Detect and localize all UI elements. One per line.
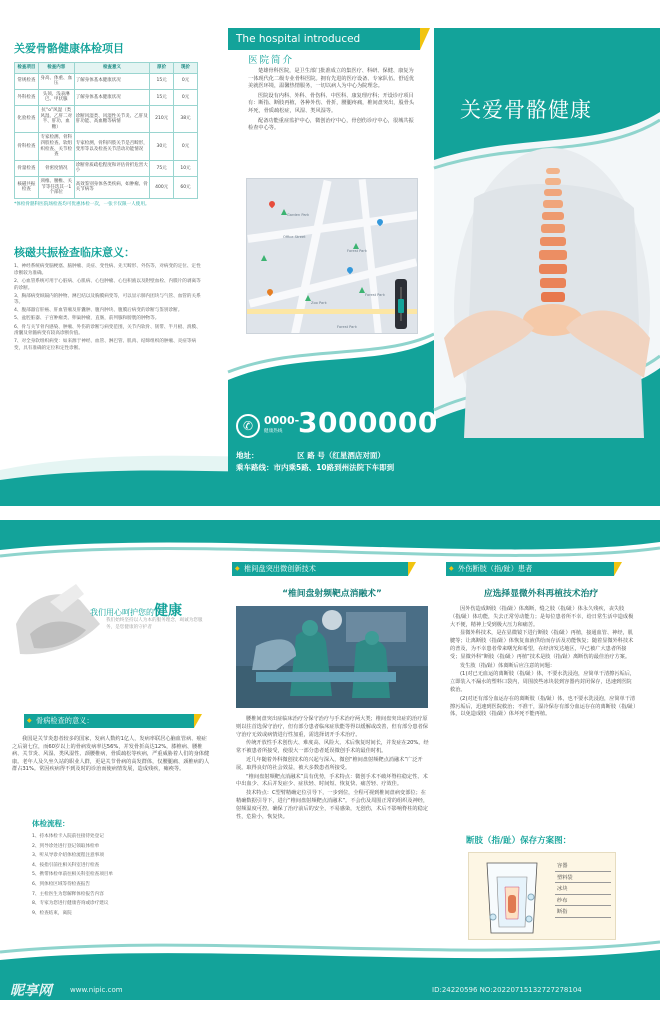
table-header-cell: 原价 — [150, 63, 174, 74]
hospital-location-map — [246, 178, 418, 334]
list-item: 2、心血管系统可用于心脏病、心肌病、心包肿瘤、心包积液以及附壁血栓、内膜片的剥离等的诊断。 — [14, 278, 201, 291]
back-pain-illustration — [434, 138, 660, 438]
mri-title: 核磁共振检查临床意义： — [14, 246, 135, 260]
map-label: Forest Park — [347, 249, 367, 253]
table-cell: 60元 — [174, 176, 198, 198]
list-item: 3、听从导诊介绍体检流程注意事项 — [32, 853, 104, 859]
phone-caption: 健康热线 — [264, 429, 283, 434]
diagram-title: 断肢（指/趾）保存方案图： — [466, 836, 572, 846]
care-slogan-emphasis: 健康 — [154, 603, 182, 619]
table-cell: 颈椎、腰椎、关节等任选其一1个部位 — [38, 176, 74, 198]
list-item: 4、腹部器官肝癌、肝血管瘤及肝囊肿、腹内肿块、腹膜后病变的诊断与鉴别诊断。 — [14, 308, 183, 314]
table-row — [15, 73, 198, 89]
disc-banner: ◆ 椎间盘突出微创新技术 — [232, 562, 408, 576]
brochure-outside-spread — [0, 0, 660, 506]
list-item: 7、主检医生为您解释体检报告内容 — [32, 891, 104, 897]
mri-list — [14, 264, 204, 352]
paragraph: 配备功能重症监护中心，微创治疗中心，骨创伤诊疗中心，很城共振检查中心等。 — [248, 117, 414, 132]
address-line — [236, 450, 385, 461]
disc-text — [236, 716, 430, 822]
table-header-cell: 现价 — [174, 63, 198, 74]
paragraph: 显微外科技术，是在显微镜下进行断肢（指/趾）再植，接通血管、神经，肌腱等；让离断肢（指/趾）体恢复血液供给而存活及功能恢复；随着显微外科技术的普及，为不幸患者带来曙光和希望，在经济发达地区，早已被广大患者所接受；显微外科“断肢（指/趾）再植”技术是肢（指/趾）离断伤的最佳治疗方案。 — [450, 630, 634, 660]
table-cell: 0元 — [174, 133, 198, 160]
care-slogan-prefix: 我们用心呵护您的 — [90, 608, 154, 617]
diagram-labels — [555, 863, 611, 921]
paragraph: 医院设有内科、外科、骨伤科、中医科、康复理疗科；开设诊疗项目有：断指、断肢再植，各种外伤、骨折，腰腿疼痛，椎间盘突出，股骨头坏死，骨质疏松症，风湿、类风湿等。 — [248, 92, 415, 114]
table-cell: 抗“o”风湿（类风湿、乙肝二对半、肝功、血糖） — [38, 105, 74, 132]
table-cell: 75元 — [150, 160, 174, 176]
tree-icon — [359, 287, 365, 293]
paragraph: 发生肢（指/趾）体离断后应注意的问题： — [460, 662, 556, 669]
trauma-panel — [446, 562, 652, 962]
table-cell: 了解身体基本健康状况 — [74, 89, 149, 105]
address-label: 地址： — [236, 451, 259, 460]
preservation-diagram — [468, 852, 616, 940]
diagram-label: 断指 — [555, 909, 611, 918]
table-row — [15, 133, 198, 160]
brochure-inside-spread — [0, 520, 660, 1000]
watermark-strip — [0, 982, 660, 1000]
hospital-intro-text — [248, 68, 418, 135]
paragraph: “椎间盘射频靶点消融术”具有优势，手术特点：微创手术不破坏脊柱稳定性、术中出血少、术后并发症少、症状轻、时间短、恢复快、痛苦轻、疗效佳。 — [236, 773, 428, 788]
map-label: Garden Park — [287, 213, 310, 217]
tree-icon — [281, 209, 287, 215]
table-row — [15, 89, 198, 105]
list-item: 5、携带体检单前往相关科室检查项目单 — [32, 872, 114, 878]
care-slogan — [90, 600, 182, 620]
watermark-logo: 昵享网 — [10, 983, 52, 999]
paragraph: 腰椎间盘突出症临床治疗分保守治疗与手术治疗两大类；椎间盘突出症的治疗原则以往首选保守治疗，但有部分患者临床症状能等得以缓解或改善，但有部分患者保守治疗无效或病情进行性加重，需选择切开手术治疗。 — [236, 716, 428, 738]
table-row — [15, 176, 198, 198]
meaning-banner: ◆ 骨病检查的意义： — [24, 714, 194, 728]
list-item: 1、神经系统病变脑梗塞、脑肿瘤、炎症、变性病、先天畸形、外伤等，对病变的定位、定性诊断较为准确。 — [14, 264, 201, 276]
hospital-intro-title: 医院简介 — [248, 55, 295, 66]
paragraph: 近几年随着外科微创技术的兴起与深入，微创“椎间盘射频靶点消融术”广泛开展。取得良好的社会效益，被大多数患者所接受。 — [236, 756, 423, 771]
map-label: Forest Park — [365, 293, 385, 297]
phone-number: 3000000 — [298, 406, 438, 439]
table-cell: 10元 — [174, 160, 198, 176]
table-cell: 400元 — [150, 176, 174, 198]
exam-price-body — [15, 73, 198, 198]
table-cell: 高效鉴别身体各类疾病，如肿瘤、骨关节病等 — [74, 176, 149, 198]
table-header-cell: 检查意义 — [74, 63, 149, 74]
cover-panel — [434, 28, 660, 498]
meaning-text: 我国是关节炎患者较多的国家，发病人数约1亿人，发病率联居心脑血管病、癌症之后第七位，而60岁以上的骨病发病率达56%，并发骨折高达12%，膝椎病、腰椎病、关节炎、风湿、类风湿性、颈腰椎病，骨质疏松等疾病，严重威胁着人们的身体健康。老年人及久坐久站的职业人群，更是关节骨病的高发群体，仅腰腿痛、颈椎病的人群占31%。常因疾病得不到及时的诊治而使病情发展，造成残疾，瘫痪等。 — [12, 736, 210, 773]
list-item: 3、胸部病变纵隔内的肿物、淋巴结以及胸膜病变等，可以显示肺内团块与气管、血管的关系等。 — [14, 293, 201, 306]
trauma-title: 应选择显微外科再植技术治疗 — [483, 589, 599, 599]
paragraph: 传统开放性手术创伤大、难度高、风险大、术后恢复时间长，并发症在20%。经常不被患者所接受，使很大一部分患者延误微创手术的最佳时机。 — [236, 740, 429, 755]
map-label: Office Street — [283, 235, 306, 239]
list-item: 5、盆腔脏器、子宫肿瘤类、卵巢肿瘤，直肠，前列腺和膀胱的肿物等。 — [14, 316, 160, 322]
map-zoom-control — [395, 279, 407, 329]
table-cell: 210元 — [150, 105, 174, 132]
paragraph: 楚雄骨科医院，是卫生部门批准成立的集医疗、科研、保健、康复为一体现代化二级专业骨科医院。拥有先进的医疗设备、专家队伍。舒适优美就医环境，温馨热情服务，一切以病人为中心为院理念。 — [248, 68, 415, 90]
table-cell: 诊断骨质疏松程度和评估骨折危害大小 — [74, 160, 149, 176]
trauma-text — [450, 606, 636, 720]
container-diagram-icon — [477, 857, 547, 937]
diagram-label: 冰块 — [555, 886, 611, 895]
table-cell: 了解身体基本健康状况 — [74, 73, 149, 89]
table-cell: 外科检查 — [15, 89, 39, 105]
paragraph: 因外伤造成断肢（指/趾）体离断，缝之肢（指/趾）体永久残疾，丧失肢（指/趾）体功能，失去正常劳动能力；是每位患者所不幸，给日常生活中造成极大不便，精神上受到极大压力和痛苦。 — [450, 606, 634, 628]
table-cell: 核磁共振检查 — [15, 176, 39, 198]
tree-icon — [261, 255, 267, 261]
table-cell: 0元 — [174, 73, 198, 89]
paragraph: 技术特点：C型臂精确定位引导下，一步到位，全程可视到椎间盘病变部位；在精确数据引导下，进行“椎间盘射频靶点消融术”。不会伤及周围正常的组织及神经，射频温度可控，确保了治疗前后的安全，不易感染，无创伤，术后不影响脊柱的稳定性，危险小，恢复快。 — [236, 790, 429, 820]
disc-surgery-panel — [232, 562, 432, 962]
address-value: 区 路 号（红星酒店对面） — [297, 451, 385, 460]
flow-list — [32, 832, 212, 918]
table-row — [15, 105, 198, 132]
exam-note: *体检骨骼科医院场检查均可优惠体检一次，一张卡仅限一人使用。 — [14, 201, 150, 207]
list-item: 8、专家为您进行健康咨询或诊疗建议 — [32, 901, 109, 907]
table-cell: 38元 — [174, 105, 198, 132]
watermark-url: www.nipic.com — [70, 986, 123, 994]
table-cell: 30元 — [150, 133, 174, 160]
flow-title: 体检流程： — [32, 819, 70, 828]
map-label: Forest Park — [337, 325, 357, 329]
diagram-label: 纱布 — [555, 898, 611, 907]
tree-icon — [305, 295, 311, 301]
list-item: 2、到导诊处进行登记领取体检单 — [32, 843, 100, 849]
care-panel — [10, 564, 218, 954]
exam-panel-title: 关爱骨骼健康体检项目 — [14, 42, 124, 55]
list-item: 6、到体检区域等待检查报告 — [32, 881, 91, 887]
table-row — [15, 160, 198, 176]
table-cell: 专家检测、骨科四肢检查、软组织检查、关节检查 — [38, 133, 74, 160]
map-label: Zoo Park — [311, 301, 327, 305]
table-cell: 常规检查 — [15, 73, 39, 89]
table-cell: 骨科检查 — [15, 133, 39, 160]
table-cell: 身高、体重、血压 — [38, 73, 74, 89]
phone-icon: ✆ — [236, 414, 260, 438]
table-header-cell: 检查项目 — [15, 63, 39, 74]
diagram-label: 塑料袋 — [555, 875, 611, 884]
exam-price-table — [14, 62, 198, 199]
hospital-intro-banner: The hospital introduced — [228, 28, 420, 50]
list-item: 4、按指引前往相关科室进行检查 — [32, 862, 100, 868]
table-cell: 15元 — [150, 73, 174, 89]
watermark-id: ID:24220596 NO:20220715132727278104 — [432, 986, 582, 994]
table-cell: 15元 — [150, 89, 174, 105]
cover-title: 关爱骨骼健康 — [460, 98, 592, 122]
map-zoom-handle — [398, 299, 404, 313]
surgery-photo — [236, 606, 428, 708]
exam-items-panel — [14, 40, 214, 480]
table-cell: 骨量检查 — [15, 160, 39, 176]
list-item: 6、骨与关节骨内感染、肿瘤、外伤的诊断与病变范围，关节内软骨、韧带、半月板、滑膜、滑囊及骨髓病变有较高诊断价值。 — [14, 324, 201, 337]
table-cell: 专家检测，骨科四肢关节是否畸形，变形等以及检查关节活动功能情况 — [74, 133, 149, 160]
disc-title: “椎间盘射频靶点消融术” — [282, 589, 382, 599]
hospital-intro-panel — [228, 28, 438, 498]
table-header-row — [15, 63, 198, 74]
list-item: 9、检查结束，离院 — [32, 910, 72, 916]
list-item: 1、持本体检卡入院前往接待处登记 — [32, 834, 104, 839]
table-cell: 化验检查 — [15, 105, 39, 132]
table-header-cell: 检查内容 — [38, 63, 74, 74]
map-pin-icon — [268, 200, 276, 208]
diagram-label: 容器 — [555, 863, 611, 872]
paragraph: (2)对还有部分血运存在的离断肢（指/趾）体，也不要水洗浸泡，应简单干清擦污垢后，迅速到医院救治；不准干，湿冷保存有部分血运存在的离断肢（指/趾）体，以免造成肢（指/趾）体坏死不能再植。 — [450, 695, 636, 718]
trauma-banner: ◆ 外伤断肢（指/趾）患者 — [446, 562, 614, 576]
care-slogan-small: 我们始终坚持以人为本的服务理念，竭诚为您服务，是您健康的守护者 — [106, 618, 203, 630]
phone-prefix: 0000- — [264, 414, 300, 427]
table-cell: 骨密度情况 — [38, 160, 74, 176]
list-item: 7、对全身软组织病变：如来源于神经、血管、淋巴管、肌肉、结缔组织的肿瘤、炎症等病变，具有准确的定位和定性诊断。 — [14, 339, 197, 351]
bus-route: 乘车路线：市内乘5路、10路到州法院下车即到 — [236, 463, 395, 472]
paragraph: (1)对已无血运的离断肢（指/趾）体，不要水洗浸泡，应简单干清擦污垢后，立即装入不漏水的塑料口袋内，周围放些冰块装到容器内封闭保存，迅速到医院救治。 — [450, 671, 636, 693]
table-cell: 头颈、浅表淋巴、甲状腺 — [38, 89, 74, 105]
table-cell: 诊断风湿类、风湿性关节炎、乙肝及肝功能、高血糖等病情 — [74, 105, 149, 132]
table-cell: 0元 — [174, 89, 198, 105]
tree-icon — [353, 243, 359, 249]
